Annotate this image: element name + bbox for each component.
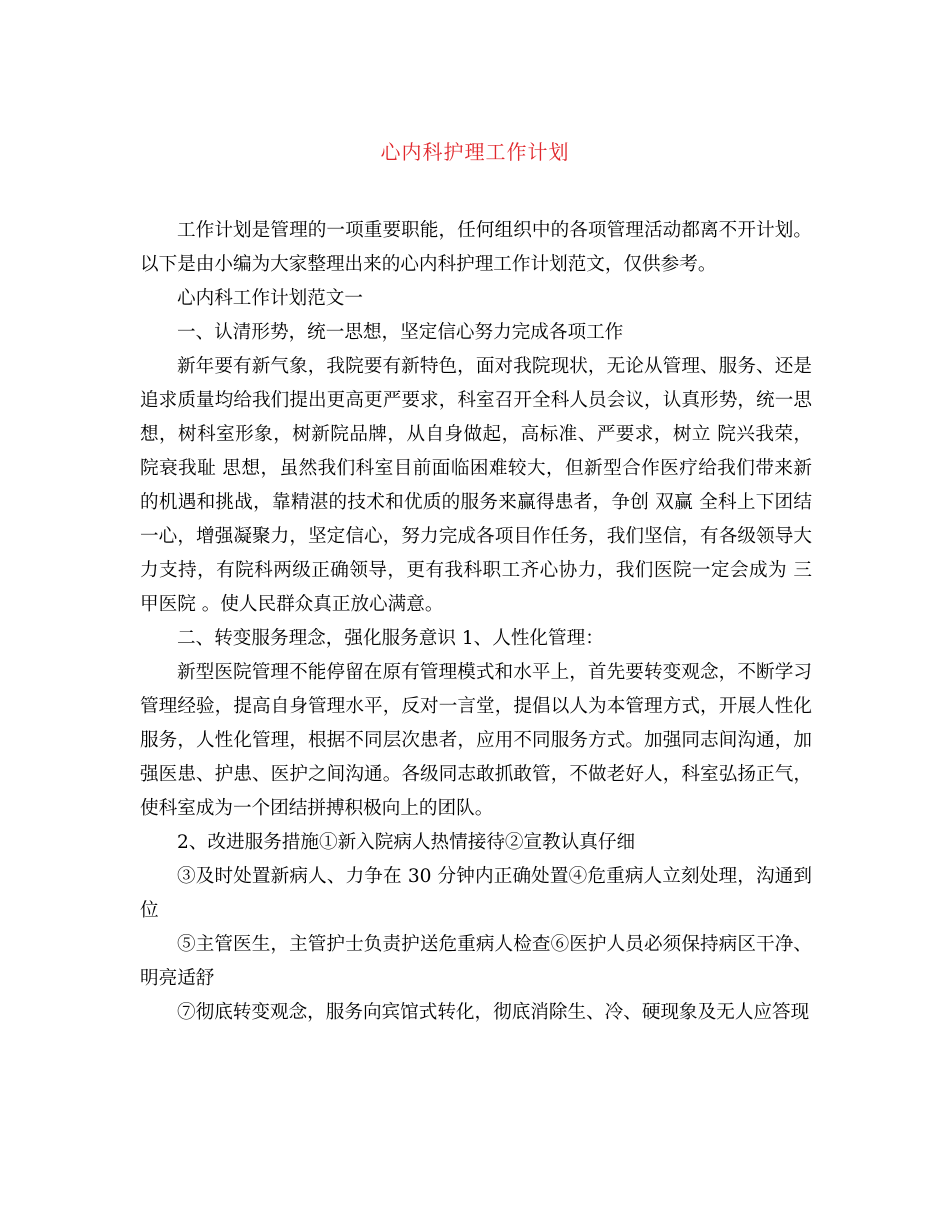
paragraph-heading-one: 一、认清形势，统一思想，坚定信心努力完成各项工作	[177, 322, 624, 343]
paragraph-item: ③及时处置新病人、力争在 30 分钟内正确处置④危重病人立刻处理，沟通到位	[140, 866, 812, 921]
paragraph-item: 2、改进服务措施①新入院病人热情接待②宣教认真仔细	[177, 832, 636, 853]
paragraph-section-heading: 心内科工作计划范文一	[177, 288, 363, 309]
document-body	[140, 214, 812, 1030]
paragraph-item: ⑤主管医生，主管护士负责护送危重病人检查⑥医护人员必须保持病区干净、明亮适舒	[140, 934, 812, 989]
paragraph-heading-two: 二、转变服务理念，强化服务意识 1、人性化管理：	[177, 628, 604, 649]
paragraph-body: 新年要有新气象，我院要有新特色，面对我院现状，无论从管理、服务、还是追求质量均给我们提出更高更严要求，科室召开全科人员会议，认真形势，统一思想，树科室形象，树新院品牌，从自身做起，高标准、严要求，树立 院兴我荣，院衰我耻 思想，虽然我们科室目前面临困难较大，但新型合作医疗给我们带来新的机遇和挑战，靠精湛的技术和优质的服务来赢得患者，争创 双赢 全科上下团结一心，增强凝聚力，坚定信心，努力完成各项目作任务，我们坚信，有各级领导大力支持，有院科两级正确领导，更有我科职工齐心协力，我们医院一定会成为 三甲医院 。使人民群众真正放心满意。	[140, 356, 812, 615]
paragraph-intro: 工作计划是管理的一项重要职能，任何组织中的各项管理活动都离不开计划。以下是由小编为大家整理出来的心内科护理工作计划范文，仅供参考。	[140, 220, 812, 275]
document-title: 心内科护理工作计划	[380, 140, 570, 164]
paragraph-item: ⑦彻底转变观念，服务向宾馆式转化，彻底消除生、冷、硬现象及无人应答现	[177, 1002, 810, 1023]
paragraph-body: 新型医院管理不能停留在原有管理模式和水平上，首先要转变观念，不断学习管理经验，提高自身管理水平，反对一言堂，提倡以人为本管理方式，开展人性化服务，人性化管理，根据不同层次患者，应用不同服务方式。加强同志间沟通，加强医患、护患、医护之间沟通。各级同志敢抓敢管，不做老好人，科室弘扬正气，使科室成为一个团结拼搏积极向上的团队。	[140, 662, 812, 819]
